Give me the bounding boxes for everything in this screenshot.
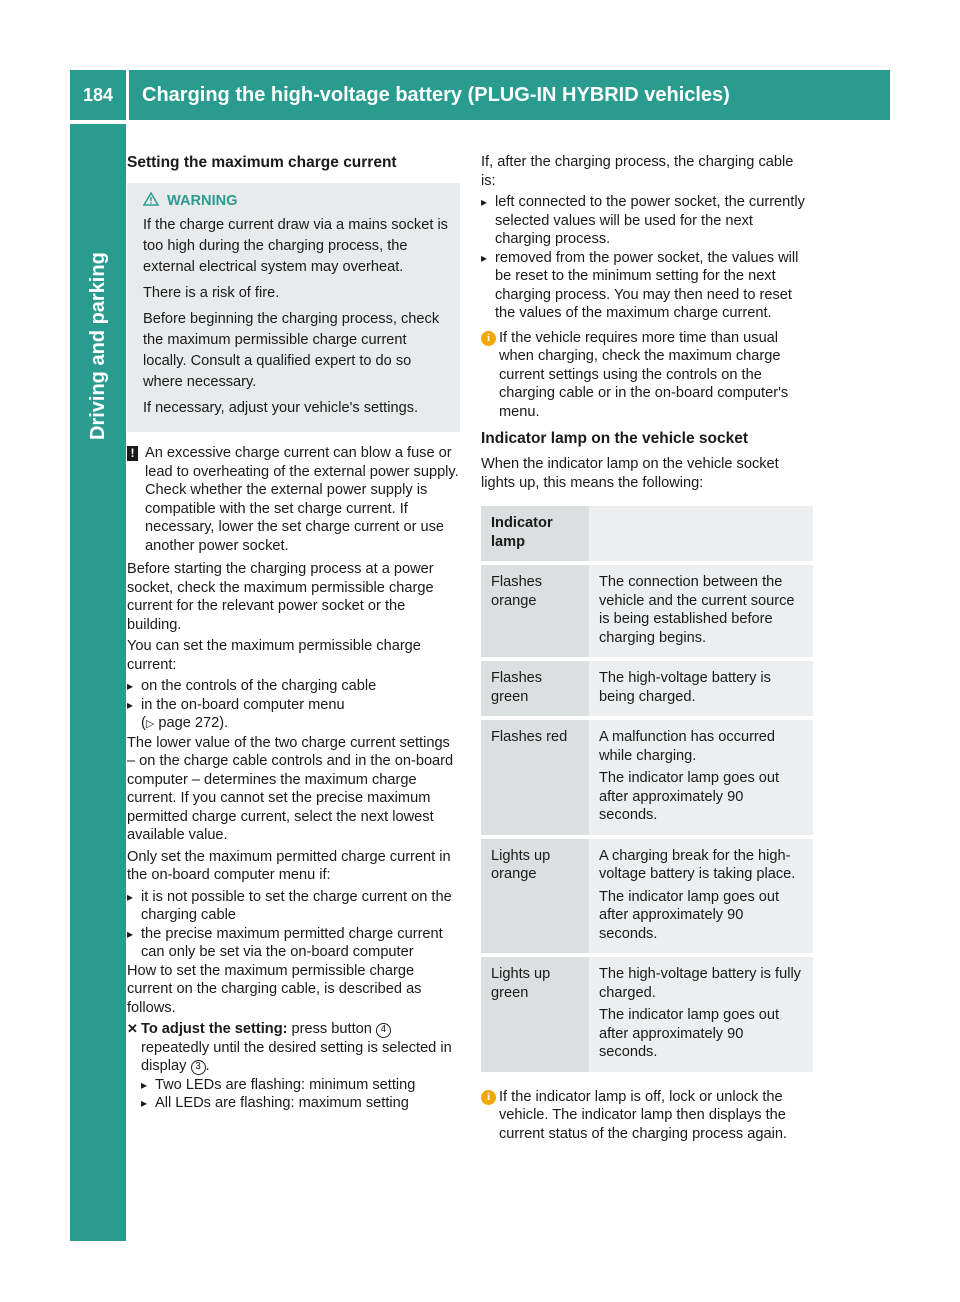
- info-note-text: If the vehicle requires more time than usual when charging, check the maximum charge current settings using the controls on the charging cable or in the on-board computer's menu.: [499, 329, 789, 420]
- side-tab-label: Driving and parking: [87, 252, 109, 440]
- step-arrow-icon: ✕: [127, 1021, 138, 1036]
- paragraph: You can set the maximum permissible charge current:: [127, 638, 421, 673]
- info-note: [481, 1088, 811, 1144]
- alert-note: [127, 444, 460, 555]
- info-icon: i: [481, 1090, 496, 1105]
- page-reference-text: page 272).: [158, 715, 229, 731]
- paragraph: Before starting the charging process at a power socket, check the maximum permissible charge current for the relevant power socket or the building.: [127, 561, 434, 633]
- table-row: [481, 839, 813, 954]
- bullet-list: [127, 677, 460, 734]
- display-number-badge: 3: [191, 1060, 206, 1075]
- warning-paragraph: Before beginning the charging process, check the maximum permissible charge current locally. Consult a qualified expert to do so where necessary.: [143, 311, 440, 390]
- alert-note-text: An excessive charge current can blow a fuse or lead to overheating of the external power supply. Check whether the external power supply is compatible with the set charge current. If necessary, lower the set charge current or use another power socket.: [145, 445, 459, 554]
- list-item: [127, 696, 460, 734]
- info-icon: i: [481, 331, 496, 346]
- lamp-state-cell: Flashes red: [481, 720, 589, 835]
- warning-title-text: WARNING: [167, 193, 238, 209]
- lamp-meaning-cell: [589, 661, 813, 716]
- info-note-text: If the indicator lamp is off, lock or unlock the vehicle. The indicator lamp then displays the current status of the charging process again.: [499, 1088, 787, 1142]
- button-number-badge: 4: [376, 1023, 391, 1038]
- step-text-end: .: [205, 1058, 210, 1074]
- paragraph: How to set the maximum permissible charge current on the charging cable, is described as follows.: [127, 962, 422, 1016]
- list-item: ▸ on the controls of the charging cable: [127, 677, 460, 696]
- cell-text: The high-voltage battery is fully charged.: [599, 966, 801, 1001]
- lamp-meaning-cell: [589, 957, 813, 1072]
- lamp-meaning-cell: [589, 565, 813, 657]
- cell-text: The indicator lamp goes out after approximately 90 seconds.: [599, 888, 780, 942]
- paragraph: Only set the maximum permitted charge current in the on-board computer menu if:: [127, 848, 451, 883]
- list-item: ▸ All LEDs are flashing: maximum setting: [141, 1094, 460, 1113]
- cell-text: The high-voltage battery is being charged.: [599, 670, 771, 705]
- lamp-meaning-cell: [589, 720, 813, 835]
- step-text: repeatedly until the desired setting is selected in display: [141, 1039, 452, 1074]
- bullet-list: [481, 193, 811, 323]
- warning-paragraph: If necessary, adjust your vehicle's settings.: [143, 400, 419, 416]
- instruction-step: [127, 1020, 460, 1076]
- bullet-list: [127, 888, 460, 962]
- indicator-lamp-table: [481, 502, 813, 1076]
- step-text: press button: [291, 1021, 372, 1037]
- lamp-state-cell: Lights up orange: [481, 839, 589, 954]
- step-label: To adjust the setting:: [141, 1021, 288, 1037]
- paragraph: If, after the charging process, the charging cable is:: [481, 154, 794, 189]
- header-divider: [126, 70, 129, 120]
- lamp-state-cell: Flashes green: [481, 661, 589, 716]
- list-item: ▸ Two LEDs are flashing: minimum setting: [141, 1076, 460, 1095]
- table-row: [481, 565, 813, 657]
- page-reference-arrow-icon: ▷: [145, 718, 155, 730]
- lamp-state-cell: Lights up green: [481, 957, 589, 1072]
- warning-paragraph: There is a risk of fire.: [143, 285, 280, 301]
- running-title: Charging the high-voltage battery (PLUG-IN HYBRID vehicles): [142, 84, 730, 106]
- table-header-cell: Indicator lamp: [481, 506, 589, 561]
- warning-box: [127, 183, 460, 432]
- warning-triangle-icon: [143, 192, 159, 206]
- section-heading-max-charge: Setting the maximum charge current: [127, 154, 397, 171]
- table-row: [481, 720, 813, 835]
- info-note: [481, 329, 811, 422]
- warning-title: [143, 191, 450, 211]
- list-item: ▸ it is not possible to set the charge current on the charging cable: [127, 888, 460, 925]
- paragraph: When the indicator lamp on the vehicle socket lights up, this means the following:: [481, 456, 779, 491]
- table-row: [481, 957, 813, 1072]
- warning-paragraph: If the charge current draw via a mains socket is too high during the charging process, the external electrical system may overheat.: [143, 217, 448, 275]
- exclamation-icon: !: [127, 446, 138, 461]
- list-item: ▸ removed from the power socket, the values will be reset to the minimum setting for the next charging process. You may then need to reset the values of the maximum charge current.: [481, 249, 811, 323]
- table-header-cell: [589, 506, 813, 561]
- page-reference: [141, 715, 228, 731]
- table-row: [481, 661, 813, 716]
- list-item-text: in the on-board computer menu: [141, 696, 345, 713]
- section-heading-indicator-lamp: Indicator lamp on the vehicle socket: [481, 430, 749, 447]
- table-header-row: [481, 506, 813, 561]
- right-column: [481, 153, 811, 1148]
- page-number: 184: [70, 70, 126, 120]
- left-column: [127, 153, 460, 1113]
- side-tab-label-wrap: [84, 150, 112, 440]
- paragraph: The lower value of the two charge current settings – on the charge cable controls and in the on-board computer – determines the maximum charge current. If you cannot set the precise maximum permitted charge current, select the next lowest available value.: [127, 734, 454, 843]
- lamp-state-cell: Flashes orange: [481, 565, 589, 657]
- cell-text: A malfunction has occurred while charging.: [599, 729, 776, 764]
- page-reference-open: (: [141, 715, 146, 731]
- cell-text: A charging break for the high-voltage battery is taking place.: [599, 847, 796, 882]
- list-item: ▸ left connected to the power socket, the currently selected values will be used for the next charging process.: [481, 193, 811, 249]
- lamp-meaning-cell: [589, 839, 813, 954]
- cell-text: The indicator lamp goes out after approximately 90 seconds.: [599, 770, 780, 823]
- cell-text: The connection between the vehicle and the current source is being established before charging begins.: [599, 574, 795, 646]
- sub-bullet-list: [141, 1076, 460, 1113]
- list-item: ▸ the precise maximum permitted charge current can only be set via the on-board computer: [127, 925, 460, 962]
- cell-text: The indicator lamp goes out after approximately 90 seconds.: [599, 1007, 780, 1060]
